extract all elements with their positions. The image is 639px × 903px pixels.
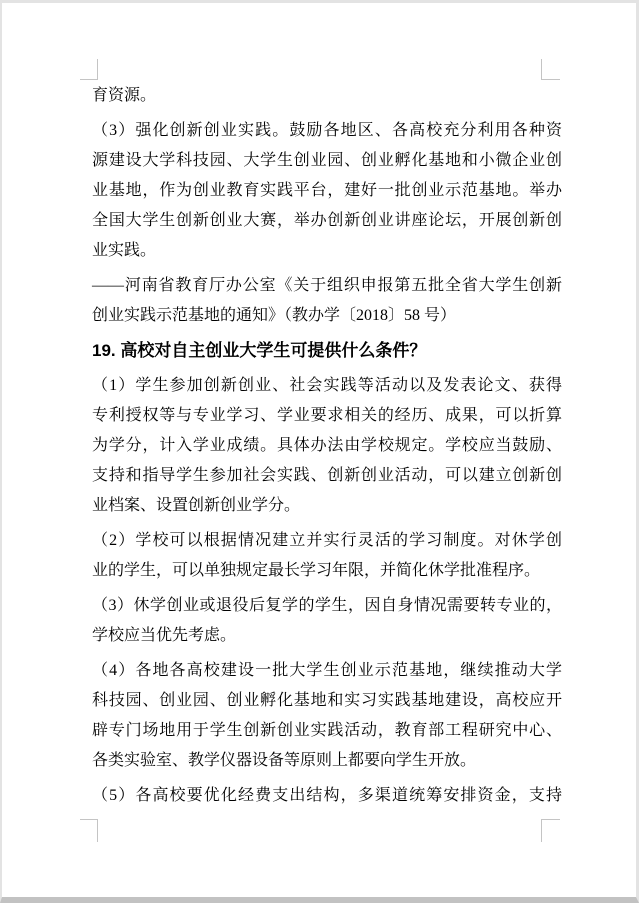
crop-mark-bottom-right	[541, 819, 560, 842]
text-line[interactable]: （4）各地各高校建设一批大学生创业示范基地，继续推动大学	[92, 662, 562, 679]
text-area[interactable]	[92, 81, 562, 811]
text-line[interactable]: 业基地，作为创业教育实践平台，建好一批创业示范基地。举办	[92, 182, 562, 199]
text-line[interactable]: 各类实验室、教学仪器设备等原则上都要向学生开放。	[92, 752, 477, 769]
text-line[interactable]: （5）各高校要优化经费支出结构，多渠道统筹安排资金，支持	[92, 787, 562, 804]
text-line[interactable]: （2）学校可以根据情况建立并实行灵活的学习制度。对休学创	[92, 532, 562, 549]
text-line[interactable]: ——河南省教育厅办公室《关于组织申报第五批全省大学生创新	[92, 277, 562, 294]
text-line[interactable]: 辟专门场地用于学生创新创业实践活动，教育部工程研究中心、	[92, 722, 562, 739]
text-line[interactable]: 源建设大学科技园、大学生创业园、创业孵化基地和小微企业创	[92, 152, 562, 169]
text-line[interactable]: （3）强化创新创业实践。鼓励各地区、各高校充分利用各种资	[92, 122, 562, 139]
text-line[interactable]: 专利授权等与专业学习、学业要求相关的经历、成果，可以折算	[92, 407, 562, 424]
text-line[interactable]: 业实践。	[92, 242, 157, 259]
text-line[interactable]: 育资源。	[92, 87, 157, 104]
text-line[interactable]: 业档案、设置创新创业学分。	[92, 497, 301, 514]
text-line[interactable]: 学校应当优先考虑。	[92, 627, 237, 644]
text-line[interactable]: 创业实践示范基地的通知》（教办学〔2018〕58 号）	[92, 307, 457, 324]
text-line[interactable]: （3）休学创业或退役后复学的学生，因自身情况需要转专业的，	[92, 597, 562, 614]
text-line[interactable]: 为学分，计入学业成绩。具体办法由学校规定。学校应当鼓励、	[92, 437, 562, 454]
crop-mark-top-right	[541, 59, 560, 80]
crop-mark-bottom-left	[80, 819, 98, 842]
text-line[interactable]: （1）学生参加创新创业、社会实践等活动以及发表论文、获得	[92, 377, 562, 394]
text-line[interactable]: 全国大学生创新创业大赛，举办创新创业讲座论坛，开展创新创	[92, 212, 562, 229]
crop-mark-top-left	[80, 59, 98, 80]
text-line[interactable]: 支持和指导学生参加社会实践、创新创业活动，可以建立创新创	[92, 467, 562, 484]
question-heading[interactable]: 19. 高校对自主创业大学生可提供什么条件？	[92, 341, 427, 360]
text-line[interactable]: 科技园、创业园、创业孵化基地和实习实践基地建设，高校应开	[92, 692, 562, 709]
text-line[interactable]: 业的学生，可以单独规定最长学习年限，并简化休学批准程序。	[92, 562, 541, 579]
